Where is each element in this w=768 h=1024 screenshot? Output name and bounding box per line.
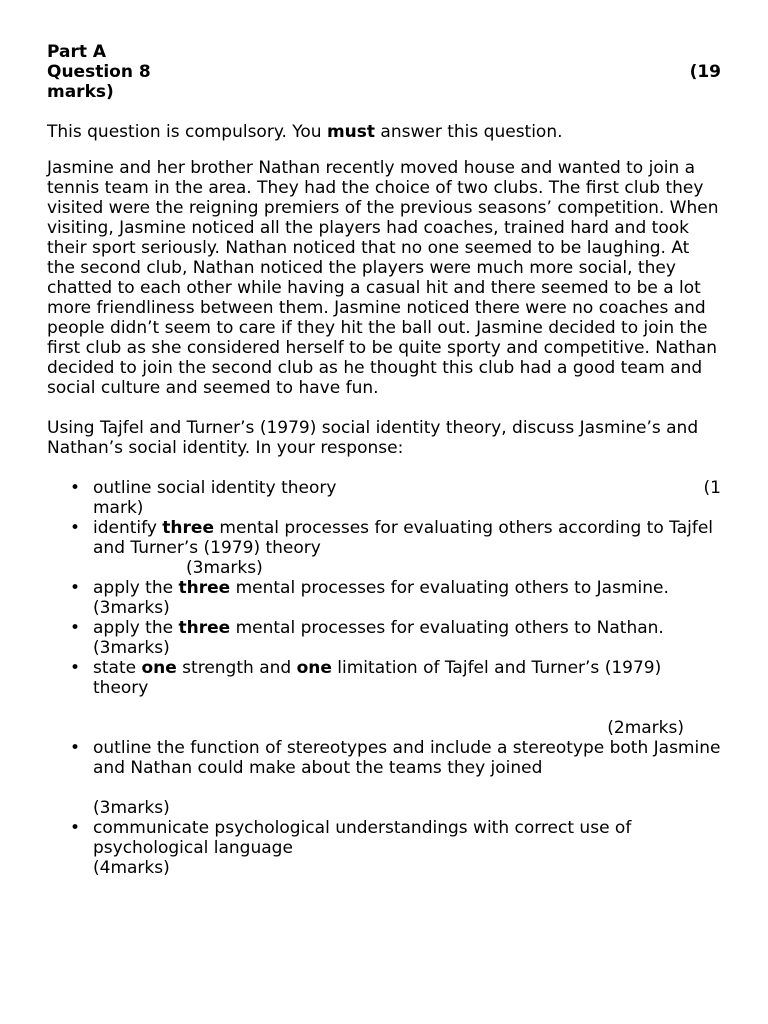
task-marks: (3marks) bbox=[93, 598, 170, 618]
task-text: mental processes for evaluating others to Jasmine. bbox=[230, 578, 669, 598]
task-item bbox=[47, 578, 721, 618]
question-row bbox=[47, 62, 721, 82]
bullet-icon: • bbox=[69, 478, 81, 498]
task-item bbox=[47, 738, 721, 818]
total-marks-open: (19 bbox=[689, 62, 721, 82]
task-text: communicate psychological understandings with correct use of psychological language bbox=[93, 818, 632, 858]
bullet-icon: • bbox=[69, 658, 81, 678]
instruction-paragraph: Using Tajfel and Turner’s (1979) social identity theory, discuss Jasmine’s and Nathan’s social identity. In your response: bbox=[47, 418, 699, 458]
part-label: Part A bbox=[47, 42, 107, 62]
task-text: strength and bbox=[176, 658, 297, 678]
task-text: identify bbox=[93, 518, 163, 538]
scenario-paragraph: Jasmine and her brother Nathan recently moved house and wanted to join a tennis team in the area. They had the choice of two clubs. The first club they visited were the reigning premiers of the previous seasons’ competition. When visiting, Jasmine noticed all the players had coaches, trained hard and took their sport seriously. Nathan noticed that no one seemed to be laughing. At the second club, Nathan noticed the players were much more social, they chatted to each other while having a casual hit and there seemed to be a lot more friendliness between them. Jasmine noticed there were no coaches and people didn’t seem to care if they hit the ball out. Jasmine decided to join the first club as she considered herself to be quite sporty and competitive. Nathan decided to join the second club as he thought this club had a good team and social culture and seemed to have fun. bbox=[47, 158, 719, 398]
task-text: outline social identity theory bbox=[93, 478, 337, 498]
task-item bbox=[47, 658, 721, 738]
bullet-icon: • bbox=[69, 578, 81, 598]
task-text: apply the bbox=[93, 578, 179, 598]
task-marks: (3marks) bbox=[93, 798, 170, 818]
task-list bbox=[47, 478, 721, 878]
bullet-icon: • bbox=[69, 618, 81, 638]
task-emphasis: three bbox=[178, 578, 231, 598]
task-marks: (4marks) bbox=[93, 858, 170, 878]
task-text: limitation of Tajfel and Turner’s (1979) theory bbox=[93, 658, 662, 698]
task-emphasis: three bbox=[162, 518, 214, 538]
task-text: mental processes for evaluating others to Nathan. bbox=[230, 618, 664, 638]
task-emphasis: one bbox=[296, 658, 332, 678]
task-emphasis: one bbox=[141, 658, 177, 678]
task-text: apply the bbox=[93, 618, 179, 638]
intro-pre: This question is compulsory. You bbox=[47, 122, 327, 142]
task-text: mental processes for evaluating others according to Tajfel and Turner’s (1979) theory bbox=[93, 518, 714, 558]
task-text: outline the function of stereotypes and include a stereotype both Jasmine and Nathan could make about the teams they joined bbox=[93, 738, 721, 778]
intro-text bbox=[47, 122, 721, 142]
task-item bbox=[47, 478, 721, 518]
task-marks: (2marks) bbox=[607, 718, 684, 738]
task-item bbox=[47, 518, 721, 578]
task-marks: (1 bbox=[703, 478, 721, 498]
task-item bbox=[47, 618, 721, 658]
task-marks-close: mark) bbox=[93, 498, 144, 518]
bullet-icon: • bbox=[69, 818, 81, 838]
task-item bbox=[47, 818, 721, 878]
question-header bbox=[47, 42, 721, 102]
bullet-icon: • bbox=[69, 518, 81, 538]
task-text: state bbox=[93, 658, 142, 678]
exam-page bbox=[47, 42, 721, 878]
task-marks: (3marks) bbox=[93, 638, 170, 658]
intro-post: answer this question. bbox=[375, 122, 563, 142]
intro-emphasis: must bbox=[326, 122, 376, 142]
task-marks: (3marks) bbox=[186, 558, 263, 578]
question-number: Question 8 bbox=[47, 62, 151, 82]
total-marks-close: marks) bbox=[47, 82, 114, 102]
bullet-icon: • bbox=[69, 738, 81, 758]
task-emphasis: three bbox=[178, 618, 231, 638]
